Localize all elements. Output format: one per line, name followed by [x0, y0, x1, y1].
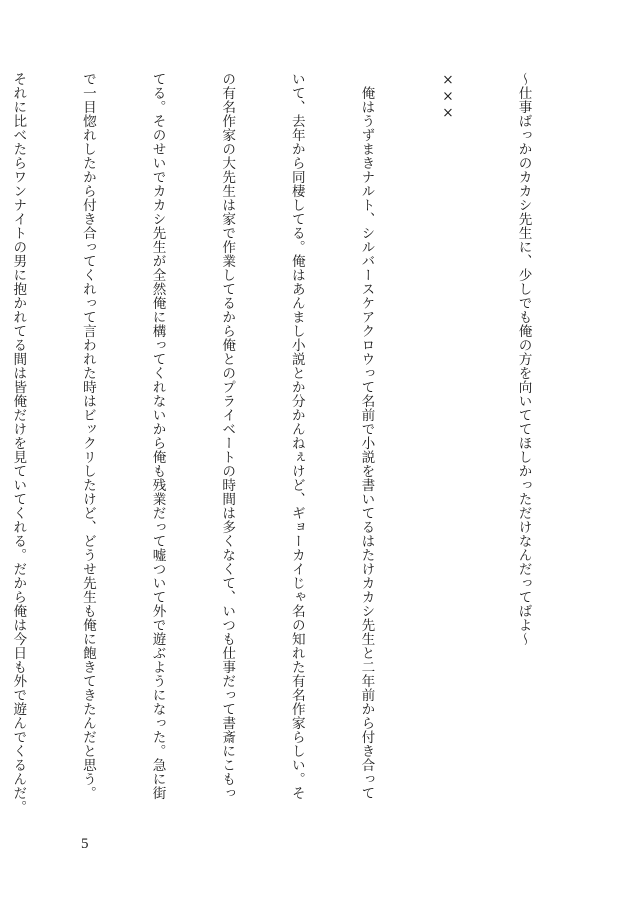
- text-line: いて、去年から同棲してる。俺はあんまし小説とか分かんねぇけど、ギョーカイじゃ名の知れた有名作家らしい。そ: [288, 72, 305, 800]
- text-line: それに比べたらワンナイトの男に抱かれてる間は皆俺だけを見ていてくれる。だから俺は今日も外で遊んでくるんだ。: [10, 72, 27, 814]
- text-line: で一目惚れしたから付き合ってくれって言われた時はビックリしたけど、どうせ先生も俺に飽きてきたんだと思う。: [79, 72, 96, 800]
- vertical-text-body: [0, 72, 581, 814]
- text-line: てる。そのせいでカカシ先生が全然俺に構ってくれないから俺も残業だって嘘ついて外で遊ぶようになった。急に街: [149, 72, 166, 800]
- section-separator: ×××: [439, 72, 456, 122]
- text-line: の有名作家の大先生は家で作業してるから俺とのプライベートの時間は多くなくて、いつも仕事だって書斎にこもっ: [219, 72, 236, 800]
- chapter-title: 〜仕事ばっかのカカシ先生に、少しでも俺の方を向いててほしかっただけなんだってばよ〜: [515, 72, 532, 646]
- text-line: 俺はうずまきナルト、シルバースケアクロウって名前で小説を書いてるはたけカカシ先生と二年前から付き合って: [358, 72, 375, 800]
- page-number: 5: [81, 836, 89, 852]
